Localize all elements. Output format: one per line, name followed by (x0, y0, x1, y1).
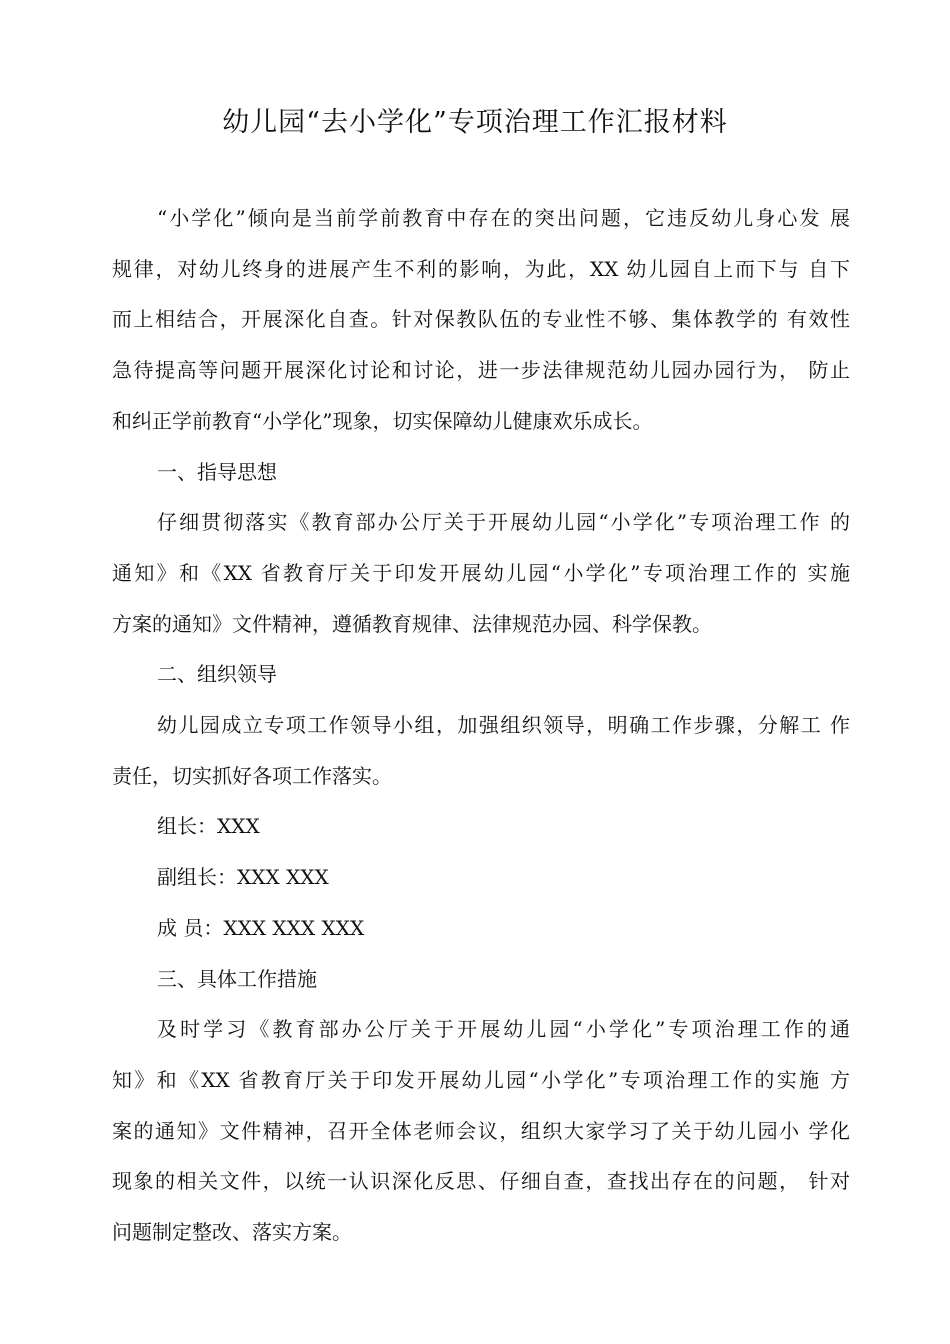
paragraph-line: 案的通知》文件精神，召开全体老师会议，组织大家学习了关于幼儿园小 学化 (112, 1118, 850, 1143)
intro-line: 规律，对幼儿终身的进展产生不利的影响，为此，XX 幼儿园自上而下与 自下 (112, 256, 850, 281)
vice-leader-line: 副组长：XXX XXX (157, 865, 329, 890)
section-heading-measures: 三、具体工作措施 (157, 966, 317, 991)
section-heading-organization: 二、组织领导 (157, 662, 277, 687)
members-line: 成 员：XXX XXX XXX (157, 915, 365, 940)
paragraph-line: 及时学习《教育部办公厅关于开展幼儿园“小学化”专项治理工作的通 (157, 1017, 850, 1042)
leader-line: 组长：XXX (157, 814, 260, 839)
paragraph-line: 仔细贯彻落实《教育部办公厅关于开展幼儿园“小学化”专项治理工作 的 (157, 510, 850, 535)
measures-paragraph (112, 1004, 850, 1258)
paragraph-line: 现象的相关文件，以统一认识深化反思、仔细自查，查找出存在的问题， 针对 (112, 1169, 850, 1194)
paragraph-line: 通知》和《XX 省教育厅关于印发开展幼儿园“小学化”专项治理工作的 实施 (112, 560, 850, 585)
intro-line: 而上相结合，开展深化自查。针对保教队伍的专业性不够、集体教学的 有效性 (112, 307, 850, 332)
document-title: 幼儿园“去小学化”专项治理工作汇报材料 (222, 107, 728, 138)
paragraph-line: 责任，切实抓好各项工作落实。 (112, 763, 392, 788)
guiding-ideology-paragraph (112, 497, 850, 649)
intro-line: 和纠正学前教育“小学化”现象，切实保障幼儿健康欢乐成长。 (112, 408, 653, 433)
document-body (112, 193, 850, 1258)
paragraph-line: 幼儿园成立专项工作领导小组，加强组织领导，明确工作步骤，分解工 作 (157, 713, 850, 738)
intro-line: 急待提高等问题开展深化讨论和讨论，进一步法律规范幼儿园办园行为， 防止 (112, 358, 850, 383)
paragraph-line: 知》和《XX 省教育厅关于印发开展幼儿园“小学化”专项治理工作的实施 方 (112, 1067, 850, 1092)
paragraph-line: 问题制定整改、落实方案。 (112, 1220, 352, 1245)
intro-paragraph (112, 193, 850, 447)
section-heading-guiding-ideology: 一、指导思想 (157, 459, 277, 484)
paragraph-line: 方案的通知》文件精神，遵循教育规律、法律规范办园、科学保教。 (112, 611, 712, 636)
organization-paragraph (112, 700, 850, 801)
intro-line: “小学化”倾向是当前学前教育中存在的突出问题，它违反幼儿身心发 展 (157, 206, 850, 230)
